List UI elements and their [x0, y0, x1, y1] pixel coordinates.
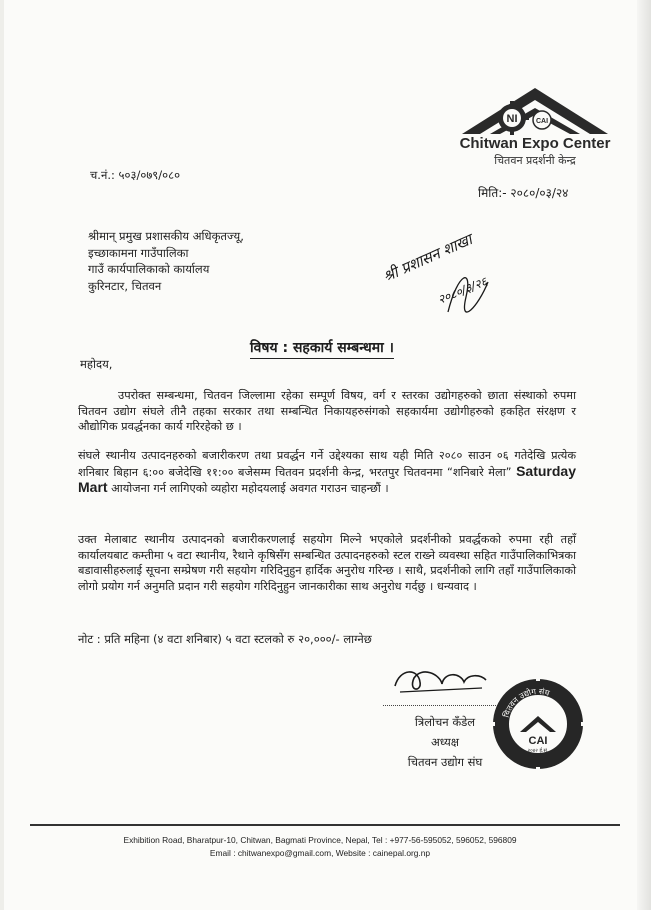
- letter-date: मिति:- २०८०/०३/२४: [478, 186, 569, 200]
- recipient-line: श्रीमान् प्रमुख प्रशासकीय अधिकृतज्यू,: [88, 229, 244, 243]
- svg-text:२०८०/३/२६: २०८०/३/२६: [435, 274, 490, 307]
- page-edge-right: [637, 0, 651, 910]
- signatory-organization: चितवन उद्योग संघ: [407, 755, 483, 769]
- salutation: महोदय,: [80, 357, 113, 371]
- footer-contact: Email : chitwanexpo@gmail.com, Website : cainepal.org.np: [209, 848, 431, 858]
- svg-text:CAI: CAI: [535, 118, 549, 125]
- svg-text:श्री प्रशासन शाखा: श्री प्रशासन शाखा: [380, 230, 475, 286]
- expo-roof-gear-icon: [450, 80, 620, 138]
- signatory-name: त्रिलोचन कँडेल: [414, 715, 476, 729]
- stall-fee-note: नोट : प्रति महिना (४ वटा शनिबार) ५ वटा स्टलको रु २०,०००/- लाग्नेछ: [78, 632, 372, 646]
- recipient-line: इच्छाकामना गाउँपालिका: [88, 245, 189, 260]
- footer-rule: [30, 824, 620, 826]
- paragraph-2-end: आयोजना गर्न लागिएको व्यहोरा महोदयलाई अवगत गराउन चाहन्छौं ।: [111, 482, 389, 495]
- saturday-mart-label: Saturday Mart: [78, 462, 576, 495]
- logo-name-nepali: चितवन प्रदर्शनी केन्द्र: [494, 154, 576, 167]
- paragraph-2-start: संघले स्थानीय उत्पादनहरुको बजारीकरण तथा प्रवर्द्धन गर्ने उद्देश्यका साथ यही मिति २०८० साउन ०६ गतेदेखि प्रत्येक शनिबार बिहान ६:०० बजेदेखि ११:०० बजेसम्म चितवन प्रदर्शनी केन्द्र, भरतपुर चितवनमा “शनिबारे मेला”: [78, 449, 576, 479]
- recipient-line: गाउँ कार्यपालिकाको कार्यालय: [88, 262, 210, 276]
- paragraph-1: उपरोक्त सम्बन्धमा, चितवन जिल्लामा रहेका सम्पूर्ण विषय, वर्ग र स्तरका उद्योगहरुको छाता संस्थाको रुपमा चितवन उद्योग संघले तीनै तहका सरकार तथा सम्बन्धित निकायहरुसंगको सहकार्यमा उद्योगीहरुको हकहित संरक्षण र औद्योगिक प्रवर्द्धनका कार्य गरिरहेको छ ।: [78, 389, 576, 433]
- letter-subject: विषय : सहकार्य सम्बन्धमा ।: [250, 338, 394, 359]
- paragraph-3: उक्त मेलाबाट स्थानीय उत्पादनको बजारीकरणलाई सहयोग मिल्ने भएकोले प्रदर्शनीको प्रवर्द्धकको रुपमा रही तहाँ कार्यालयबाट कम्तीमा ५ वटा स्थानीय, रैथाने कृषिसँग सम्बन्धित उत्पादनहरुको स्टल राख्ने व्यवस्था सहित गाउँपालिकाभित्रका बडावासीहरुलाई सूचना सम्प्रेषण गरी सहयोग गरिदिनुहुन हार्दिक अनुरोध गरिन्छ । साथै, प्रदर्शनीको लागि तहाँ गाउँपालिकाको लोगो प्रयोग गर्न अनुमति प्रदान गरी सहयोग गरिदिनुहुन जानकारीका साथ अनुरोध गर्दछु । धन्यवाद ।: [78, 533, 576, 593]
- logo-name: Chitwan Expo Center: [459, 135, 611, 152]
- reference-number: च.नं.: ५०३/०७९/०८०: [90, 168, 181, 182]
- svg-text:चितवन उद्योग संघ: चितवन उद्योग संघ: [501, 686, 551, 719]
- svg-text:CAI: CAI: [528, 735, 548, 747]
- paragraph-2: [78, 448, 576, 497]
- recipient-address: [88, 228, 244, 294]
- footer-address: Exhibition Road, Bharatpur-10, Chitwan, Bagmati Province, Nepal, Tel : +977-56-595052, 596052, 596809: [123, 835, 517, 845]
- svg-text:२०४२ ई.सं.: २०४२ ई.सं.: [527, 748, 549, 754]
- page-edge-left: [0, 0, 4, 910]
- recipient-line: कुरिनटार, चितवन: [88, 278, 162, 293]
- signature-scribble: [390, 662, 490, 698]
- organization-seal: [490, 676, 586, 772]
- svg-text:NI: NI: [506, 113, 518, 125]
- signatory-title: अध्यक्ष: [430, 735, 460, 749]
- handwritten-endorsement: [378, 212, 548, 317]
- chitwan-expo-logo: [450, 80, 620, 170]
